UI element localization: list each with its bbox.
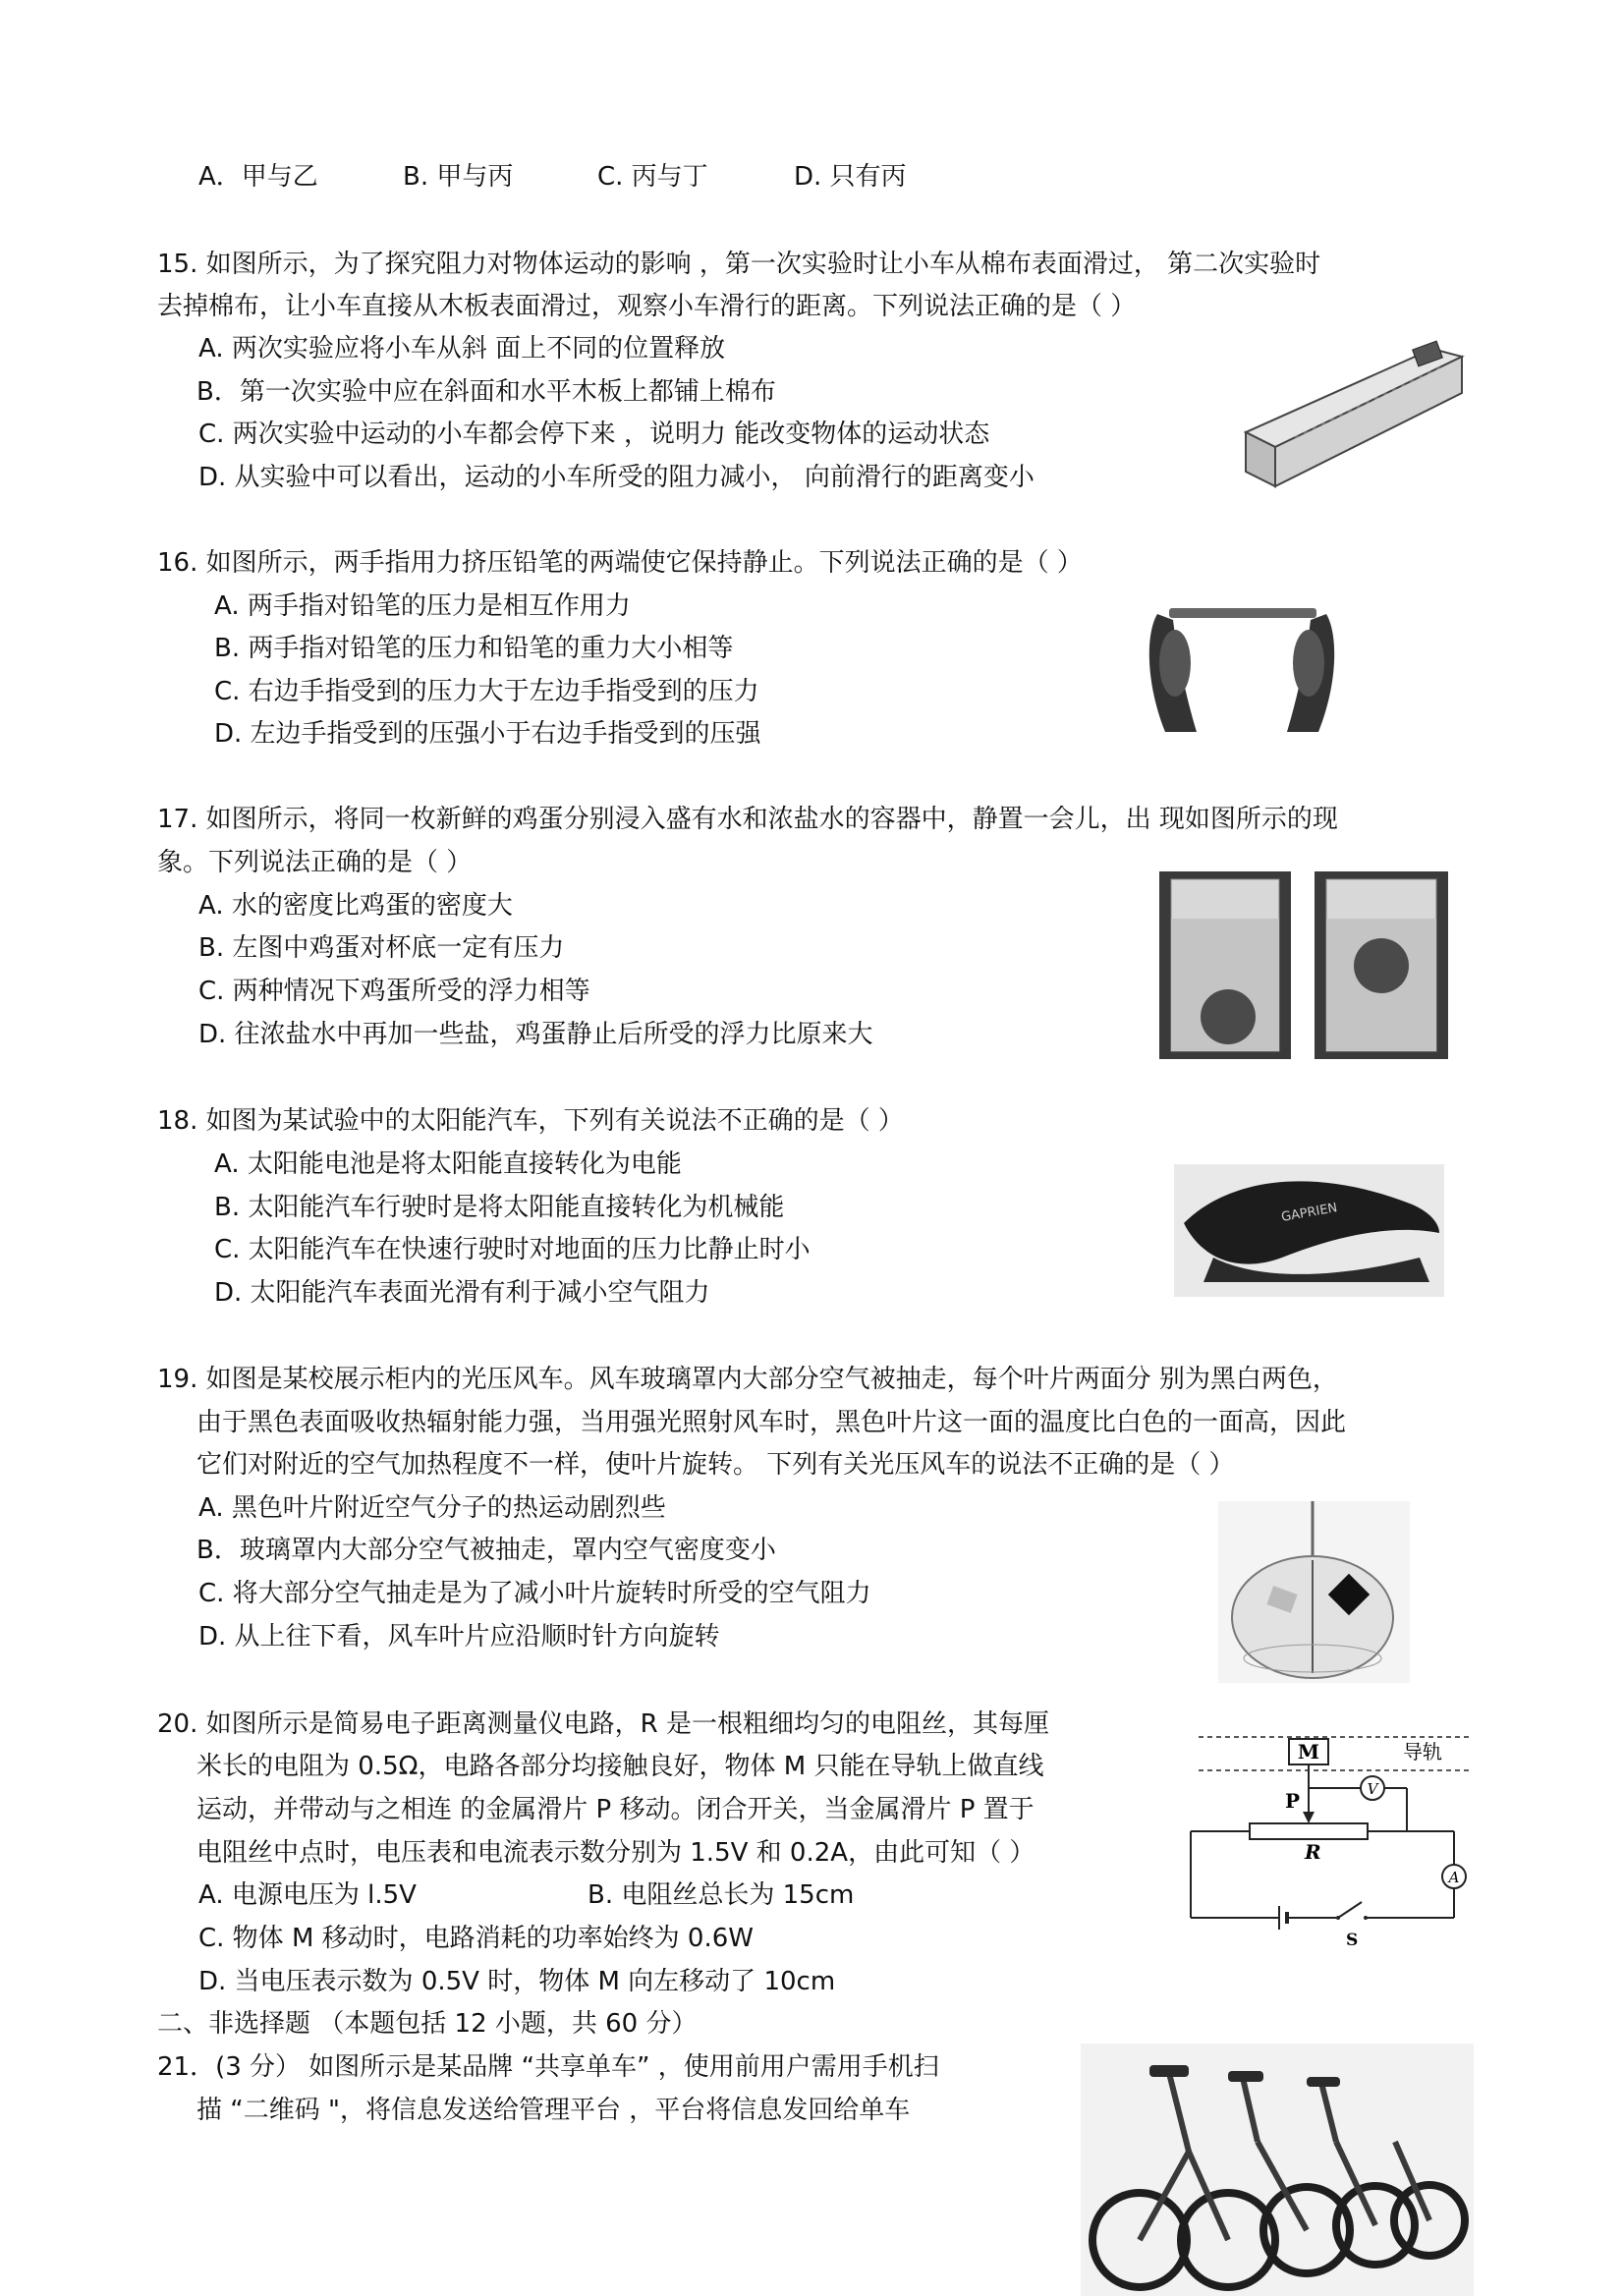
q16-stem-line-1: 16. 如图所示，两手指用力挤压铅笔的两端使它保持静止。下列说法正确的是（ ） xyxy=(157,548,1083,578)
q21-shared-bikes-figure xyxy=(1081,2044,1474,2296)
q19-option-c: C. 将大部分空气抽走是为了减小叶片旋转时所受的空气阻力 xyxy=(198,1579,871,1608)
q18-option-b: B. 太阳能汽车行驶时是将太阳能直接转化为机械能 xyxy=(214,1193,785,1222)
q18-option-d: D. 太阳能汽车表面光滑有利于减小空气阻力 xyxy=(214,1278,710,1308)
section2-title: 二、非选择题 （本题包括 12 小题，共 60 分） xyxy=(157,2009,698,2039)
q19-light-mill-figure xyxy=(1218,1501,1410,1683)
q19-stem-line-1: 19. 如图是某校展示柜内的光压风车。风车玻璃罩内大部分空气被抽走，每个叶片两面分 别为黑白两色， xyxy=(157,1365,1338,1394)
q18-solar-car-figure xyxy=(1174,1164,1444,1297)
q14-option-d: D. 只有丙 xyxy=(794,162,907,192)
q14-option-a: A．甲与乙 xyxy=(198,162,318,192)
q20-stem-line-2: 米长的电阻为 0.5Ω，电路各部分均接触良好，物体 M 只能在导轨上做直线 xyxy=(196,1752,1044,1781)
q21-stem-line-2: 描 “二维码 "，将信息发送给管理平台 ，平台将信息发回给单车 xyxy=(196,2096,911,2125)
q19-option-d: D. 从上往下看，风车叶片应沿顺时针方向旋转 xyxy=(198,1622,720,1652)
q20-stem-line-4: 电阻丝中点时，电压表和电流表示数分别为 1.5V 和 0.2A，由此可知（ ） xyxy=(196,1838,1035,1868)
q17-option-c: C. 两种情况下鸡蛋所受的浮力相等 xyxy=(198,977,590,1006)
q20-switch-label: S xyxy=(1346,1931,1359,1950)
q15-option-b: B．第一次实验中应在斜面和水平木板上都铺上棉布 xyxy=(196,377,776,407)
q20-ammeter-label: A xyxy=(1448,1869,1460,1886)
q17-stem-line-2: 象。下列说法正确的是（ ） xyxy=(157,848,473,877)
q18-option-a: A. 太阳能电池是将太阳能直接转化为电能 xyxy=(214,1149,682,1179)
q15-ramp-figure xyxy=(1236,339,1472,501)
q20-stem-line-3: 运动，并带动与之相连 的金属滑片 P 移动。闭合开关，当金属滑片 P 置于 xyxy=(196,1795,1035,1824)
q20-option-b: B. 电阻丝总长为 15cm xyxy=(588,1880,855,1910)
q19-option-b: B．玻璃罩内大部分空气被抽走，罩内空气密度变小 xyxy=(196,1536,776,1565)
q15-option-d: D. 从实验中可以看出，运动的小车所受的阻力减小， 向前滑行的距离变小 xyxy=(198,463,1035,492)
q17-egg-beakers-figure xyxy=(1157,869,1450,1061)
q18-option-c: C. 太阳能汽车在快速行驶时对地面的压力比静止时小 xyxy=(214,1235,811,1264)
q18-stem-line-1: 18. 如图为某试验中的太阳能汽车，下列有关说法不正确的是（ ） xyxy=(157,1106,904,1136)
q16-pencil-hands-figure xyxy=(1138,594,1346,742)
q16-option-a: A. 两手指对铅笔的压力是相互作用力 xyxy=(214,591,631,621)
q17-option-d: D. 往浓盐水中再加一些盐，鸡蛋静止后所受的浮力比原来大 xyxy=(198,1020,873,1049)
q20-voltmeter-label: V xyxy=(1367,1780,1378,1798)
q19-stem-line-2: 由于黑色表面吸收热辐射能力强，当用强光照射风车时，黑色叶片这一面的温度比白色的一面高，因此 xyxy=(196,1408,1347,1437)
q15-stem-line-1: 15. 如图所示，为了探究阻力对物体运动的影响 ，第一次实验时让小车从棉布表面滑过， 第二次实验时 xyxy=(157,250,1321,279)
q17-option-a: A. 水的密度比鸡蛋的密度大 xyxy=(198,891,513,921)
q18-car-label: GAPRIEN xyxy=(1280,1201,1339,1225)
q20-option-a: A. 电源电压为 l.5V xyxy=(198,1880,417,1910)
q14-option-c: C. 丙与丁 xyxy=(597,162,708,192)
q17-stem-line-1: 17. 如图所示，将同一枚新鲜的鸡蛋分别浸入盛有水和浓盐水的容器中，静置一会儿，出 现如图所示的现 xyxy=(157,805,1338,834)
q21-stem-line-1: 21．(3 分） 如图所示是某品牌 “共享单车” ，使用前用户需用手机扫 xyxy=(157,2052,939,2082)
q20-r-label: R xyxy=(1305,1840,1321,1864)
q19-stem-line-3: 它们对附近的空气加热程度不一样，使叶片旋转。 下列有关光压风车的说法不正确的是（ ） xyxy=(196,1450,1235,1480)
q20-m-label: M xyxy=(1297,1740,1320,1764)
q15-option-c: C. 两次实验中运动的小车都会停下来 ，说明力 能改变物体的运动状态 xyxy=(198,420,990,449)
q19-option-a: A. 黑色叶片附近空气分子的热运动剧烈些 xyxy=(198,1493,666,1523)
q15-option-a: A. 两次实验应将小车从斜 面上不同的位置释放 xyxy=(198,334,726,364)
q16-option-b: B. 两手指对铅笔的压力和铅笔的重力大小相等 xyxy=(214,634,734,663)
q16-option-d: D. 左边手指受到的压强小于右边手指受到的压强 xyxy=(214,719,761,749)
q15-stem-line-2: 去掉棉布，让小车直接从木板表面滑过，观察小车滑行的距离。下列说法正确的是（ ） xyxy=(157,292,1137,321)
q20-circuit-diagram xyxy=(1189,1729,1474,1950)
q14-option-b: B. 甲与丙 xyxy=(403,162,514,192)
q20-rail-label: 导轨 xyxy=(1403,1740,1442,1764)
q20-p-label: P xyxy=(1285,1789,1301,1813)
q20-stem-line-1: 20. 如图所示是简易电子距离测量仪电路，R 是一根粗细均匀的电阻丝，其每厘 xyxy=(157,1709,1049,1739)
q16-option-c: C. 右边手指受到的压力大于左边手指受到的压力 xyxy=(214,677,759,706)
q20-option-d: D. 当电压表示数为 0.5V 时，物体 M 向左移动了 10cm xyxy=(198,1967,836,1996)
q17-option-b: B. 左图中鸡蛋对杯底一定有压力 xyxy=(198,933,565,963)
q20-option-c: C. 物体 M 移动时，电路消耗的功率始终为 0.6W xyxy=(198,1924,754,1953)
